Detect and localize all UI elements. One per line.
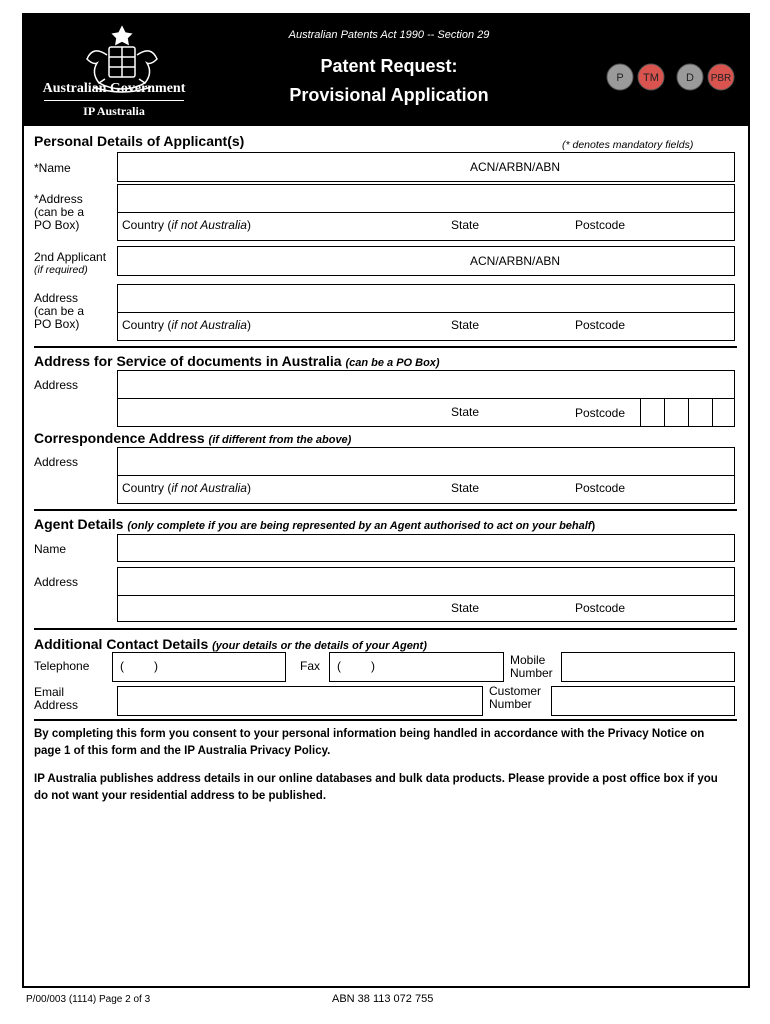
- address2-label: Address (can be a PO Box): [34, 291, 85, 331]
- form-title: Patent Request:: [320, 56, 458, 76]
- agent-details-title: Agent Details (only complete if you are being represented by an Agent authorised to act on your behalf): [34, 516, 596, 532]
- correspondence-state-label: State: [451, 481, 480, 495]
- section-rule: [34, 719, 737, 721]
- postcode-box[interactable]: [640, 399, 641, 427]
- form-reference: P/00/003 (1114) Page 2 of 3: [26, 994, 151, 1005]
- customer-number-field[interactable]: [551, 686, 735, 716]
- ip-type-label: P: [616, 72, 624, 84]
- field-divider: [117, 475, 735, 476]
- state-label: State: [451, 218, 480, 232]
- applicant-name-field[interactable]: [117, 152, 735, 182]
- section-rule: [34, 628, 737, 630]
- form-subtitle: Provisional Application: [289, 85, 489, 105]
- address-publication-notice: IP Australia publishes address details in our online databases and bulk data products. Please provide a post office box if you do not want your residential address to be published.: [34, 773, 718, 802]
- government-name: Australian Government: [42, 81, 186, 96]
- fax-area-close: ): [371, 659, 375, 673]
- header-divider: [44, 100, 184, 101]
- service-postcode-label: Postcode: [575, 406, 626, 420]
- section-rule: [34, 509, 737, 511]
- agency-name: IP Australia: [83, 104, 145, 118]
- contact-details-title: Additional Contact Details (your details or the details of your Agent): [34, 636, 427, 652]
- postcode2-label: Postcode: [575, 318, 626, 332]
- correspondence-postcode-label: Postcode: [575, 481, 626, 495]
- address-label: *Address (can be a PO Box): [34, 192, 85, 232]
- postcode-box[interactable]: [664, 399, 665, 427]
- agent-postcode-label: Postcode: [575, 601, 626, 615]
- ip-type-label: TM: [643, 72, 659, 84]
- postcode-box[interactable]: [712, 399, 713, 427]
- postcode-box[interactable]: [688, 399, 689, 427]
- fax-field[interactable]: [329, 652, 504, 682]
- ip-type-pbr: [708, 64, 734, 90]
- form-header: [24, 15, 748, 126]
- privacy-consent-notice: By completing this form you consent to your personal information being handled in accordance with the Privacy Notice on page 1 of this form and the IP Australia Privacy Policy.: [34, 728, 705, 757]
- name-label: *Name: [34, 161, 71, 175]
- act-reference: Australian Patents Act 1990 -- Section 29: [288, 29, 490, 41]
- personal-details-title: Personal Details of Applicant(s): [34, 133, 245, 149]
- country2-label: Country (if not Australia): [122, 318, 251, 332]
- email-label: Email Address: [34, 685, 79, 712]
- fax-area-open: (: [337, 659, 341, 673]
- ip-type-d: [677, 64, 703, 90]
- form-page: [22, 13, 750, 988]
- customer-number-label: Customer Number: [489, 684, 542, 711]
- second-applicant-name-field[interactable]: [117, 246, 735, 276]
- ip-type-tm: [638, 64, 664, 90]
- service-state-label: State: [451, 405, 480, 419]
- acn-label: ACN/ARBN/ABN: [470, 160, 561, 174]
- agent-address-label: Address: [34, 575, 79, 589]
- field-divider: [117, 212, 735, 213]
- telephone-field[interactable]: [112, 652, 286, 682]
- state2-label: State: [451, 318, 480, 332]
- field-divider: [117, 595, 735, 596]
- telephone-area-open: (: [120, 659, 124, 673]
- mobile-field[interactable]: [561, 652, 735, 682]
- acn2-label: ACN/ARBN/ABN: [470, 254, 561, 268]
- telephone-area-close: ): [154, 659, 158, 673]
- ip-type-p: [607, 64, 633, 90]
- second-applicant-label: 2nd Applicant (if required): [34, 250, 107, 276]
- service-address-label: Address: [34, 378, 79, 392]
- ip-type-label: PBR: [710, 73, 732, 84]
- ip-type-label: D: [686, 72, 694, 84]
- telephone-label: Telephone: [34, 659, 90, 673]
- service-address-title: Address for Service of documents in Australia (can be a PO Box): [34, 353, 440, 369]
- ip-type-icons: [606, 62, 738, 94]
- mobile-label: Mobile Number: [510, 653, 553, 680]
- section-rule: [34, 346, 737, 348]
- country-label: Country (if not Australia): [122, 218, 251, 232]
- field-divider: [117, 312, 735, 313]
- field-divider: [117, 398, 735, 399]
- correspondence-country-label: Country (if not Australia): [122, 481, 251, 495]
- agent-name-field[interactable]: [117, 534, 735, 562]
- mandatory-note: (* denotes mandatory fields): [562, 139, 694, 151]
- email-field[interactable]: [117, 686, 483, 716]
- agent-name-label: Name: [34, 542, 67, 556]
- postcode-label: Postcode: [575, 218, 626, 232]
- agent-state-label: State: [451, 601, 480, 615]
- fax-label: Fax: [300, 659, 321, 673]
- correspondence-title: Correspondence Address (if different from the above): [34, 430, 352, 446]
- abn-number: ABN 38 113 072 755: [332, 993, 434, 1005]
- correspondence-address-label: Address: [34, 455, 79, 469]
